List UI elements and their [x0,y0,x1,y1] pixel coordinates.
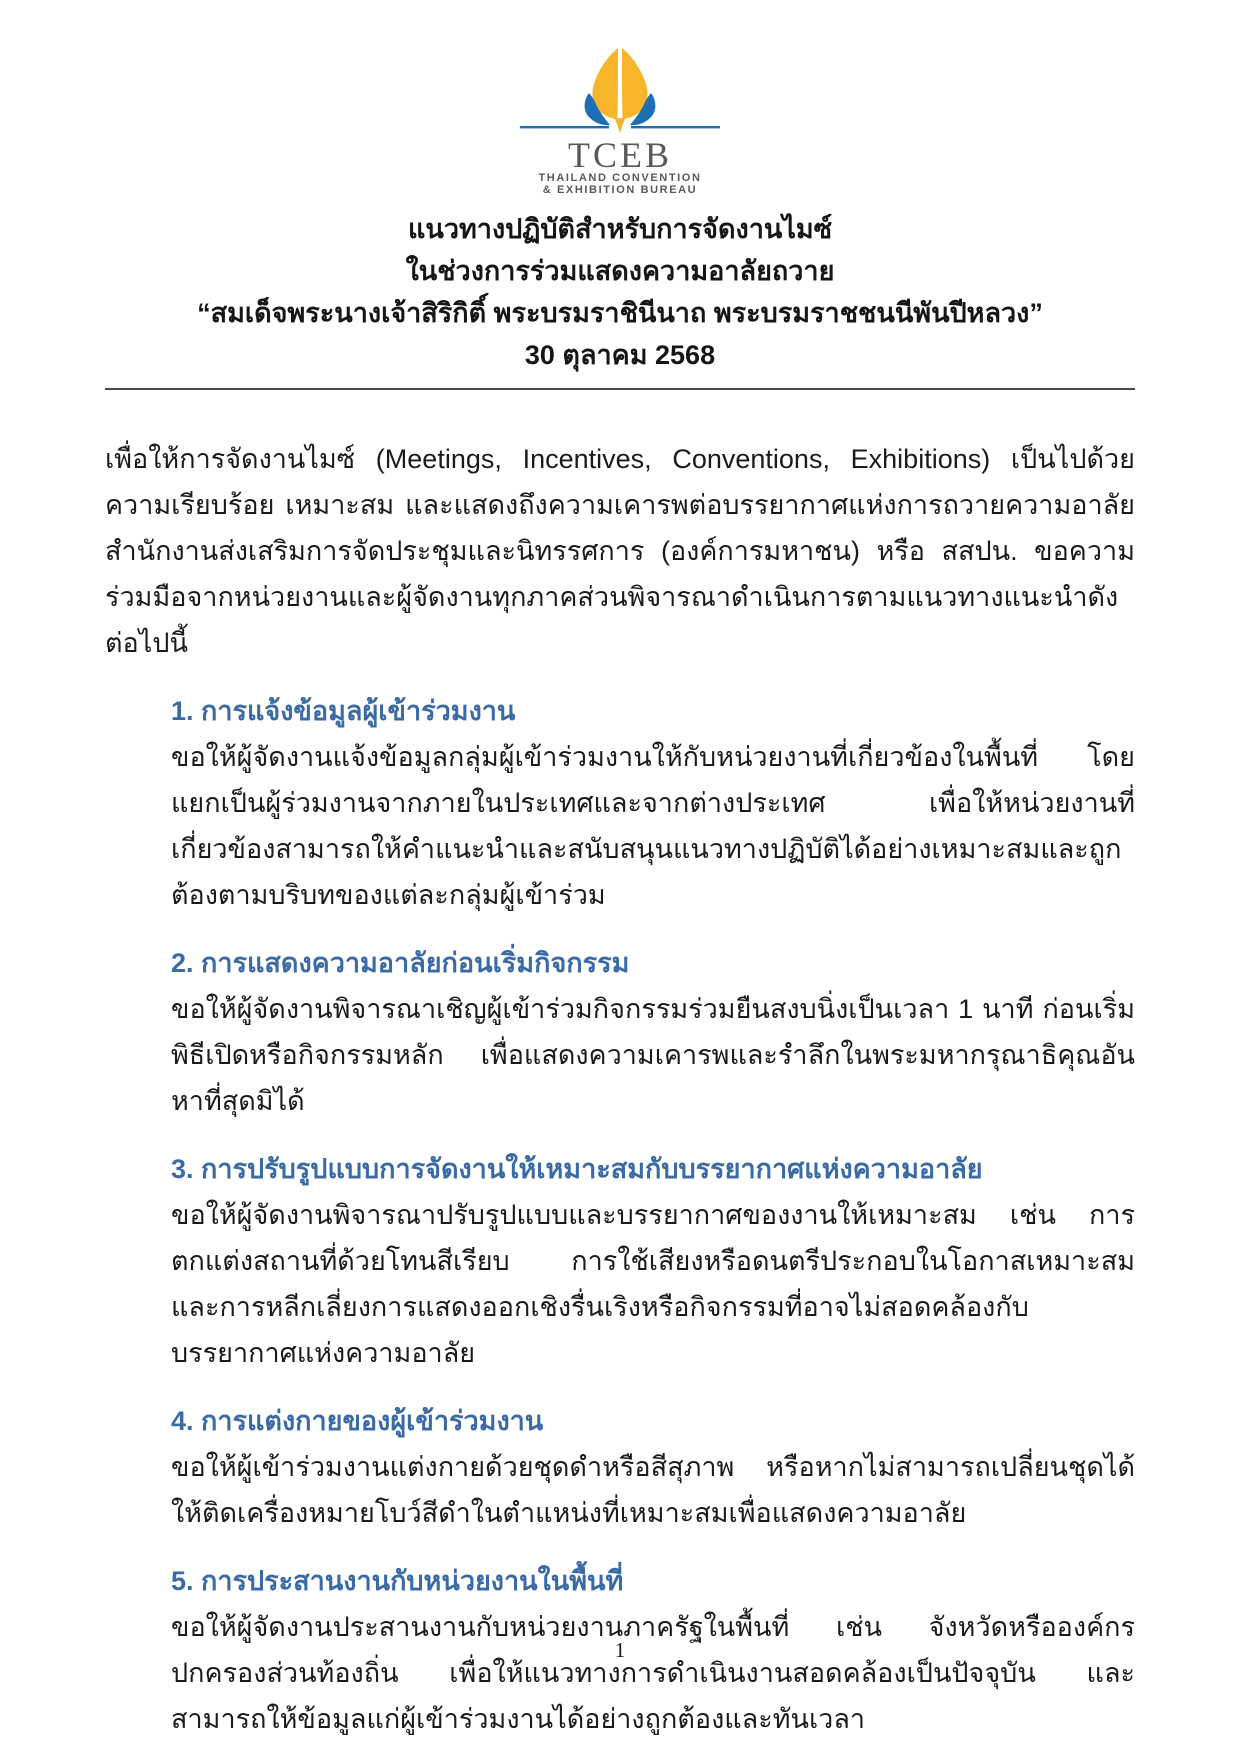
logo-subtitle-line2: & EXHIBITION BUREAU [542,184,698,196]
section-3-heading: 3. การปรับรูปแบบการจัดงานให้เหมาะสมกับบรรยากาศแห่งความอาลัย [171,1154,983,1184]
section-2-body: ขอให้ผู้จัดงานพิจารณาเชิญผู้เข้าร่วมกิจกรรมร่วมยืนสงบนิ่งเป็นเวลา 1 นาที ก่อนเริ่มพิธีเปิดหรือกิจกรรมหลัก เพื่อแสดงความเคารพและรำลึกในพระมหากรุณาธิคุณอันหาที่สุดมิได้ [171,994,1135,1116]
title-date: 30 ตุลาคม 2568 [524,340,716,370]
tceb-logo [515,46,725,196]
title-line-3: “สมเด็จพระนางเจ้าสิริกิติ์ พระบรมราชินีนาถ พระบรมราชชนนีพันปีหลวง” [197,298,1043,328]
section-4-body: ขอให้ผู้เข้าร่วมงานแต่งกายด้วยชุดดำหรือสีสุภาพ หรือหากไม่สามารถเปลี่ยนชุดได้ ให้ติดเครื่องหมายโบว์สีดำในตำแหน่งที่เหมาะสมเพื่อแสดงความอาลัย [171,1452,1135,1528]
document-body [0,436,1240,1742]
logo-baseline-left [520,126,609,128]
logo-subtitle-line1: THAILAND CONVENTION [538,172,702,184]
document-header [0,0,1240,390]
section-4 [171,1398,1135,1536]
title-line-2: ในช่วงการร่วมแสดงความอาลัยถวาย [405,256,835,286]
section-1 [171,688,1135,918]
tceb-logo-mark-icon [515,46,725,136]
section-2-heading: 2. การแสดงความอาลัยก่อนเริ่มกิจกรรม [171,948,630,978]
section-5-body: ขอให้ผู้จัดงานประสานงานกับหน่วยงานภาครัฐในพื้นที่ เช่น จังหวัดหรือองค์กรปกครองส่วนท้องถิ่น เพื่อให้แนวทางการดำเนินงานสอดคล้องเป็นปัจจุบัน และสามารถให้ข้อมูลแก่ผู้เข้าร่วมงานได้อย่างถูกต้องและทันเวลา [171,1612,1135,1734]
section-1-heading: 1. การแจ้งข้อมูลผู้เข้าร่วมงาน [171,696,516,726]
section-2 [171,940,1135,1124]
section-3-body: ขอให้ผู้จัดงานพิจารณาปรับรูปแบบและบรรยากาศของงานให้เหมาะสม เช่น การตกแต่งสถานที่ด้วยโทนสีเรียบ การใช้เสียงหรือดนตรีประกอบในโอกาสเหมาะสม และการหลีกเลี่ยงการแสดงออกเชิงรื่นเริงหรือกิจกรรมที่อาจไม่สอดคล้องกับบรรยากาศแห่งความอาลัย [171,1200,1135,1368]
document-title [0,208,1240,376]
section-3 [171,1146,1135,1376]
section-4-heading: 4. การแต่งกายของผู้เข้าร่วมงาน [171,1406,544,1436]
title-line-1: แนวทางปฏิบัติสำหรับการจัดงานไมซ์ [407,214,833,244]
logo-baseline-right [631,126,720,128]
header-divider [105,388,1135,390]
page-number: 1 [614,1638,626,1662]
flame-tip-icon [614,116,626,134]
logo-acronym: TCEB [567,135,672,175]
section-5-heading: 5. การประสานงานกับหน่วยงานในพื้นที่ [171,1566,624,1596]
section-1-body: ขอให้ผู้จัดงานแจ้งข้อมูลกลุ่มผู้เข้าร่วมงานให้กับหน่วยงานที่เกี่ยวข้องในพื้นที่ โดยแยกเป็นผู้ร่วมงานจากภายในประเทศและจากต่างประเทศ เพื่อให้หน่วยงานที่เกี่ยวข้องสามารถให้คำแนะนำและสนับสนุนแนวทางปฏิบัติได้อย่างเหมาะสมและถูกต้องตามบริบทของแต่ละกลุ่มผู้เข้าร่วม [171,742,1135,910]
intro-paragraph: เพื่อให้การจัดงานไมซ์ (Meetings, Incentives, Conventions, Exhibitions) เป็นไปด้วยความเรียบร้อย เหมาะสม และแสดงถึงความเคารพต่อบรรยากาศแห่งการถวายความอาลัย สำนักงานส่งเสริมการจัดประชุมและนิทรรศการ (องค์การมหาชน) หรือ สสปน. ขอความร่วมมือจากหน่วยงานและผู้จัดงานทุกภาคส่วนพิจารณาดำเนินการตามแนวทางแนะนำดังต่อไปนี้ [105,444,1135,658]
